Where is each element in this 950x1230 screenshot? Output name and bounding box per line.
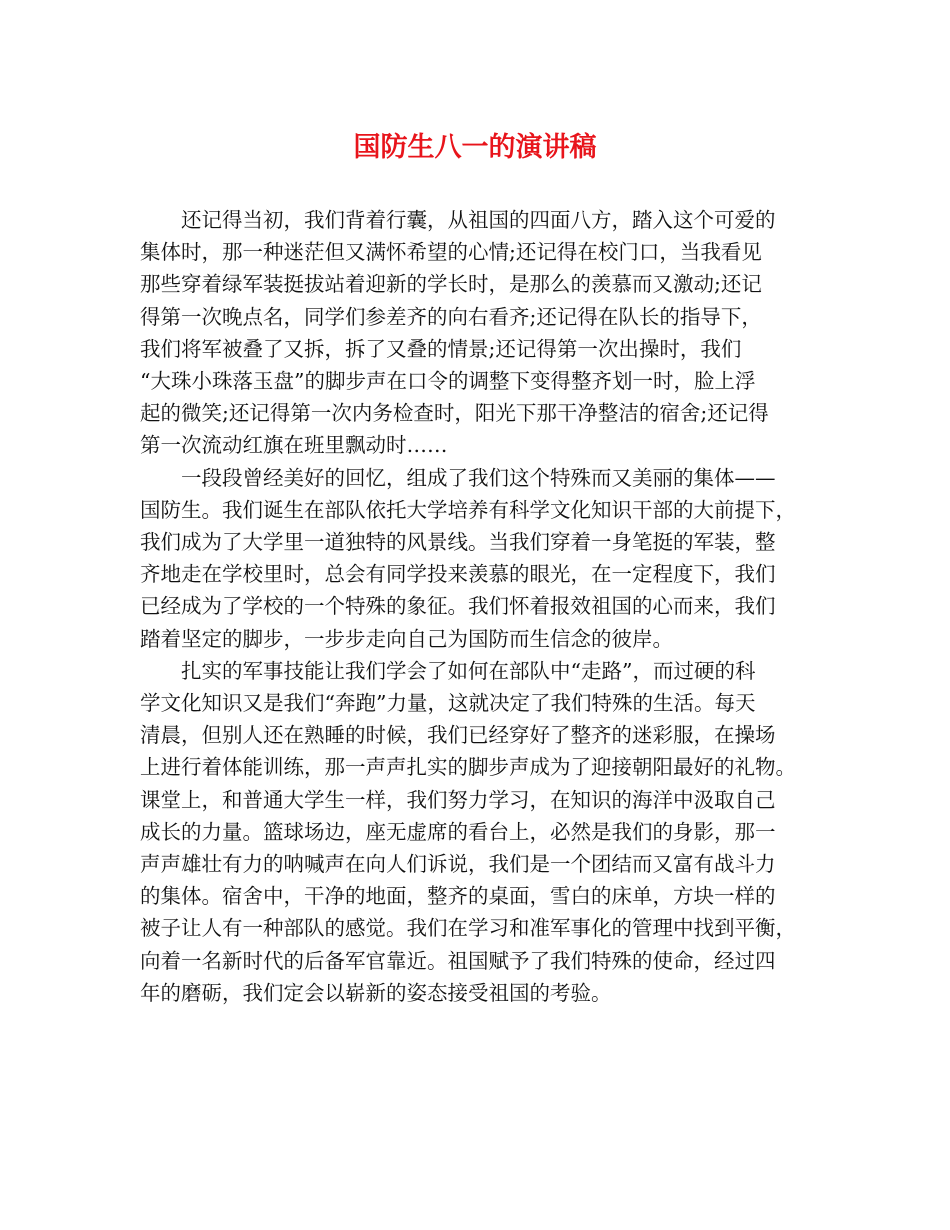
text-line: 国防生。我们诞生在部队依托大学培养有科学文化知识干部的大前提下，: [140, 497, 796, 522]
paragraph-1: [140, 204, 816, 462]
text-line: “大珠小珠落玉盘”的脚步声在口令的调整下变得整齐划一时，脸上浮: [140, 369, 756, 394]
text-line: 齐地走在学校里时，总会有同学投来羡慕的眼光，在一定程度下，我们: [140, 562, 776, 587]
text-line: 集体时，那一种迷茫但又满怀希望的心情;还记得在校门口，当我看见: [140, 240, 762, 265]
text-line: 得第一次晚点名，同学们参差齐的向右看齐;还记得在队长的指导下，: [140, 304, 762, 329]
text-line: 那些穿着绿军装挺拔站着迎新的学长时，是那么的羡慕而又激动;还记: [140, 272, 762, 297]
text-line: 已经成为了学校的一个特殊的象征。我们怀着报效祖国的心而来，我们: [140, 594, 776, 619]
text-line: 向着一名新时代的后备军官靠近。祖国赋予了我们特殊的使命，经过四: [140, 948, 776, 973]
document-body: [140, 204, 816, 1009]
text-line: 扎实的军事技能让我们学会了如何在部队中“走路”，而过硬的科: [181, 658, 756, 683]
text-line: 起的微笑;还记得第一次内务检查时，阳光下那干净整洁的宿舍;还记得: [140, 401, 769, 426]
text-line: 还记得当初，我们背着行囊，从祖国的四面八方，踏入这个可爱的: [181, 208, 776, 232]
text-line: 声声雄壮有力的呐喊声在向人们诉说，我们是一个团结而又富有战斗力: [140, 852, 776, 877]
text-line: 成长的力量。篮球场边，座无虚席的看台上，必然是我们的身影，那一: [140, 819, 776, 844]
text-line: 第一次流动红旗在班里飘动时……: [140, 433, 448, 458]
paragraph-3: [140, 655, 816, 1009]
document-title: 国防生八一的演讲稿: [353, 132, 597, 163]
text-line: 的集体。宿舍中，干净的地面，整齐的桌面，雪白的床单，方块一样的: [140, 884, 776, 909]
text-line: 年的磨砺，我们定会以崭新的姿态接受祖国的考验。: [140, 980, 612, 1005]
text-line: 课堂上，和普通大学生一样，我们努力学习，在知识的海洋中汲取自己: [140, 787, 776, 812]
text-line: 清晨，但别人还在熟睡的时候，我们已经穿好了整齐的迷彩服，在操场: [140, 723, 776, 748]
text-line: 学文化知识又是我们“奔跑”力量，这就决定了我们特殊的生活。每天: [140, 691, 756, 716]
text-line: 我们将军被叠了又拆，拆了又叠的情景;还记得第一次出操时，我们: [140, 336, 742, 361]
text-line: 上进行着体能训练，那一声声扎实的脚步声成为了迎接朝阳最好的礼物。: [140, 755, 796, 780]
text-line: 被子让人有一种部队的感觉。我们在学习和准军事化的管理中找到平衡，: [140, 916, 796, 941]
paragraph-2: [140, 462, 816, 655]
text-line: 一段段曾经美好的回忆，组成了我们这个特殊而又美丽的集体——: [181, 465, 776, 490]
text-line: 踏着坚定的脚步，一步步走向自己为国防而生信念的彼岸。: [140, 626, 673, 651]
text-line: 我们成为了大学里一道独特的风景线。当我们穿着一身笔挺的军装，整: [140, 530, 776, 555]
